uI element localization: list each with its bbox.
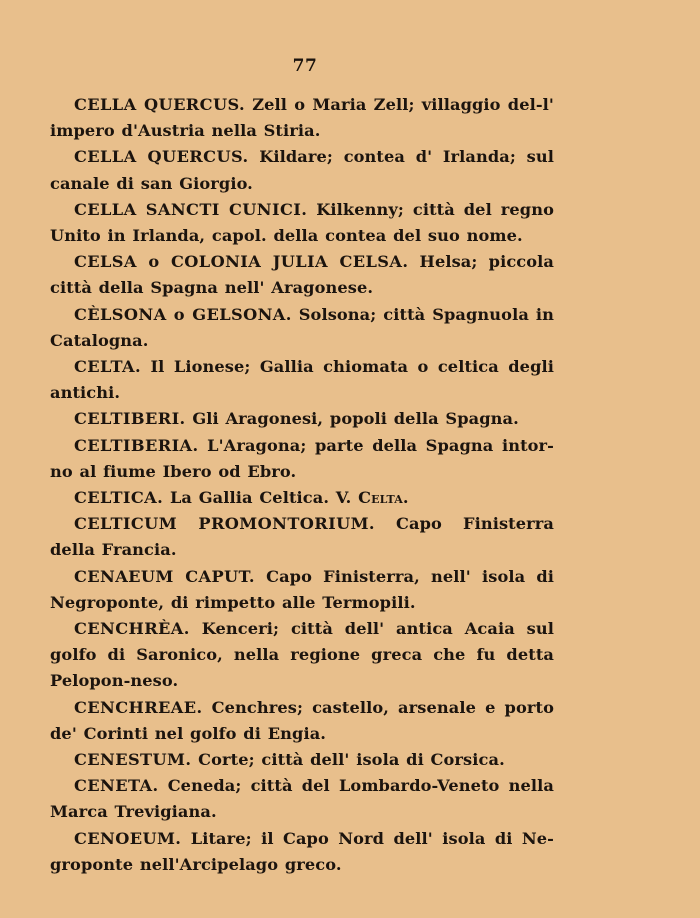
entry-term: CENESTUM.	[74, 750, 192, 770]
entry-definition: La Gallia Celtica. V.	[169, 488, 352, 508]
cross-reference: Celta.	[358, 488, 409, 508]
entry-definition: Kilkenny; città del regno Unito in Irlanda, capol. della contea del suo nome.	[50, 199, 554, 246]
entry	[50, 406, 554, 432]
entry-term: CELTIBERIA.	[74, 435, 199, 455]
entry-term: CELSA o COLONIA JULIA CELSA.	[74, 252, 409, 272]
entry-term: CELTICUM PROMONTORIUM.	[74, 514, 375, 534]
entry	[50, 747, 554, 773]
dictionary-entries	[50, 92, 554, 878]
entry	[50, 302, 554, 354]
entry-term: CENOEUM.	[74, 828, 182, 848]
entry	[50, 485, 554, 511]
entry-definition: Solsona; città Spagnuola in Catalogna.	[50, 304, 554, 350]
entry-definition: Ceneda; città del Lombardo-Veneto nella Marca Trevigiana.	[50, 776, 554, 822]
entry	[50, 144, 554, 196]
entry	[50, 354, 554, 406]
entry-definition: Gli Aragonesi, popoli della Spagna.	[192, 409, 519, 429]
entry-term: CENCHRÈA.	[74, 619, 190, 639]
entry	[50, 433, 554, 485]
entry-term: CELTICA.	[74, 488, 164, 508]
entry	[50, 826, 554, 878]
entry-term: CELLA SANCTI CUNICI.	[74, 199, 308, 219]
entry-term: CENETA.	[74, 776, 159, 796]
entry-term: CELTA.	[74, 357, 142, 377]
entry	[50, 773, 554, 825]
entry-term: CELLA QUERCUS.	[74, 95, 246, 114]
entry-term: CELTIBERI.	[74, 409, 186, 429]
entry-definition: Kenceri; città dell' antica Acaia sul golfo di Saronico, nella regione greca che fu detta Pelopon-neso.	[50, 619, 554, 691]
entry-term: CENAEUM CAPUT.	[74, 566, 255, 586]
entry	[50, 564, 554, 616]
page-number: 77	[292, 56, 318, 76]
entry	[50, 616, 554, 695]
entry-definition: Il Lionese; Gallia chiomata o celtica degli antichi.	[50, 357, 554, 403]
entry-definition: Capo Finisterra, nell' isola di Negroponte, di rimpetto alle Termopili.	[50, 566, 554, 612]
entry-definition: Capo Finisterra della Francia.	[50, 514, 554, 560]
entry-definition: Zell o Maria Zell; villaggio del-l' impero d'Austria nella Stiria.	[50, 95, 554, 141]
entry-definition: Helsa; piccola città della Spagna nell' Aragonese.	[50, 252, 554, 298]
entry-definition: L'Aragona; parte della Spagna intor-no al fiume Ibero od Ebro.	[50, 435, 554, 481]
entry-definition: Litare; il Capo Nord dell' isola di Ne-groponte nell'Arcipelago greco.	[50, 828, 554, 874]
entry	[50, 695, 554, 747]
entry	[50, 197, 554, 249]
entry	[50, 92, 554, 144]
entry-definition: Cenchres; castello, arsenale e porto de' Corinti nel golfo di Engia.	[50, 697, 554, 743]
entry-term: CENCHREAE.	[74, 697, 203, 717]
entry	[50, 249, 554, 301]
entry	[50, 511, 554, 563]
entry-definition: Kildare; contea d' Irlanda; sul canale di san Giorgio.	[50, 147, 554, 193]
entry-term: CELLA QUERCUS.	[74, 147, 249, 167]
entry-term: CÈLSONA o GELSONA.	[74, 304, 292, 324]
entry-definition: Corte; città dell' isola di Corsica.	[198, 750, 505, 770]
